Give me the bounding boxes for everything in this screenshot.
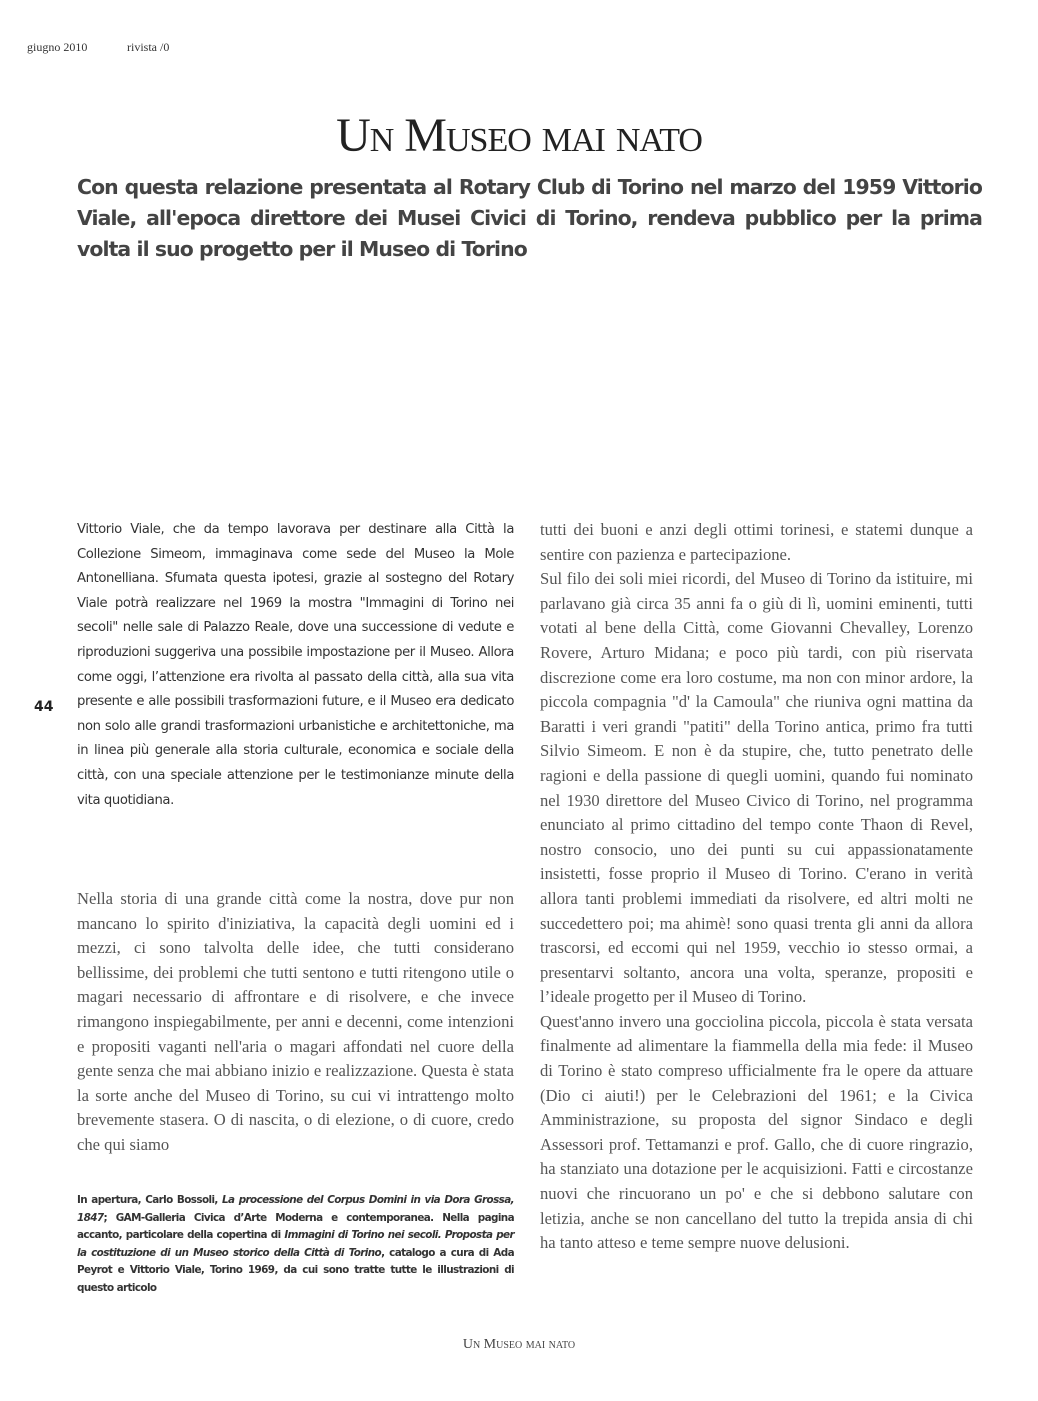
caption-text: In apertura, Carlo Bossoli, <box>77 1194 223 1206</box>
header-date: giugno 2010 <box>27 40 88 54</box>
article-title: Un Museo mai nato <box>336 109 702 162</box>
article-intro: Vittorio Viale, che da tempo lavorava per destinare alla Città la Collezione Simeom, immaginava come sede del Museo la Mole Antonelliana. Sfumata questa ipotesi, grazie al sostegno del Rotary Viale potrà realizzare nel 1969 la mostra "Immagini di Torino nei secoli" nelle sale di Palazzo Reale, dove una successione di vedute e riproduzioni suggeriva una possibile impostazione per il Museo. Allora come oggi, l’attenzione era rivolta al passato della città, alla sua vita presente e alle possibili trasformazioni future, e il Museo era dedicato non solo alle grandi trasformazioni urbanistiche e architettoniche, ma in linea più generale alla storia culturale, economica e sociale della città, con una speciale attenzione per le testimonianze minute della vita quotidiana. <box>77 522 514 808</box>
body-paragraph: Sul filo dei soli miei ricordi, del Museo di Torino da istituire, mi parlavano già circa 35 anni fa o giù di lì, uomini eminenti, tutti votati al bene della Città, come Giovanni Chevalley, Lorenzo Rovere, Arturo Midana; e poco più tardi, con più riservata discrezione come era loro costume, ma non con minor ardore, la piccola compagnia "d' la Camoula" che riuniva ogni mattina da Baratti i veri grandi "patiti" della Torino antica, primo fra tutti Silvio Simeom. E non è da stupire, che, tutto penetrato delle ragioni e della passione di quegli uomini, quando fui nominato nel 1930 direttore del Museo Civico di Torino, nel programma enunciato al primo cittadino del tempo conte Thaon di Revel, nostro consocio, uno dei punti su cui appassionatamente insistetti, fosse proprio il Museo di Torino. C'erano in verità allora tanti problemi immediati da risolvere, ed altri molti ne succedettero poi; ma ahimè! sono quasi trenta gli anni da allora trascorsi, ed eccomi qui nel 1959, vecchio io stesso ormai, a presentarvi soltanto, ancora una volta, speranze, propositi e l’ideale progetto per il Museo di Torino. <box>540 569 973 1007</box>
body-paragraph: Quest'anno invero una gocciolina piccola, piccola è stata versata finalmente ad alimentare la fiammella della mia fede: il Museo di Torino è stato compreso ufficialmente fra le opere da attuare (Dio ci aiuti!) per le Celebrazioni del 1961; e la Civica Amministrazione, su proposta del signor Sindaco e degli Assessori prof. Tettamanzi e prof. Gallo, che di cuore ringrazio, ha stanziato una dotazione per le acquisizioni. Fatti e circostanze nuovi che rincuorano un po' e che si debbono salutare con letizia, anche se non cancellano del tutto la trepida ansia di chi ha tanto atteso e teme sempre nuove delusioni. <box>540 1011 973 1253</box>
image-caption <box>77 1192 514 1298</box>
body-column-left <box>77 887 514 1158</box>
page-number: 44 <box>34 699 54 715</box>
caption-catalogue-title: Immagini di Torino nei secoli. Proposta per la costituzione di un Museo storico della Città di Torino <box>77 1229 515 1259</box>
header-issue: rivista /0 <box>127 40 170 54</box>
caption-text: ; GAM-Galleria Civica d’Arte Moderna e contemporanea. Nella pagina accanto, particolare della copertina di <box>77 1211 514 1242</box>
footer-running-title: Un Museo mai nato <box>462 1337 576 1352</box>
caption-artwork-title: La processione del Corpus Domini in via Dora Grossa, 1847 <box>77 1194 515 1224</box>
body-paragraph: Nella storia di una grande città come la nostra, dove pur non mancano lo spirito d'iniziativa, la capacità degli uomini ed i mezzi, ci sono talvolta delle idee, che tutti considerano bellissime, dei problemi che tutti sentono e tutti ritengono utile o magari necessario di affrontare e di risolvere, e che invece rimangono inspiegabilmente, per anni e decenni, come intenzioni e propositi vaganti nell'aria o magari affondati nel cuore della gente senza che mai abbiano inizio e realizzazione. Questa è stata la sorte anche del Museo di Torino, su cui vi intrattengo molto brevemente stasera. O di nascita, o di elezione, o di cuore, credo che qui siamo <box>77 889 514 1154</box>
caption-text: , catalogo a cura di Ada Peyrot e Vittorio Viale, Torino 1969, da cui sono tratte tutte le illustrazioni di questo articolo <box>77 1246 514 1294</box>
body-column-right <box>540 518 973 1256</box>
article-subtitle: Con questa relazione presentata al Rotary Club di Torino nel marzo del 1959 Vittorio Viale, all'epoca direttore dei Musei Civici di Torino, rendeva pubblico per la prima volta il suo progetto per il Museo di Torino <box>77 175 982 261</box>
body-paragraph: tutti dei buoni e anzi degli ottimi torinesi, e statemi dunque a sentire con pazienza e partecipazione. <box>540 520 973 564</box>
